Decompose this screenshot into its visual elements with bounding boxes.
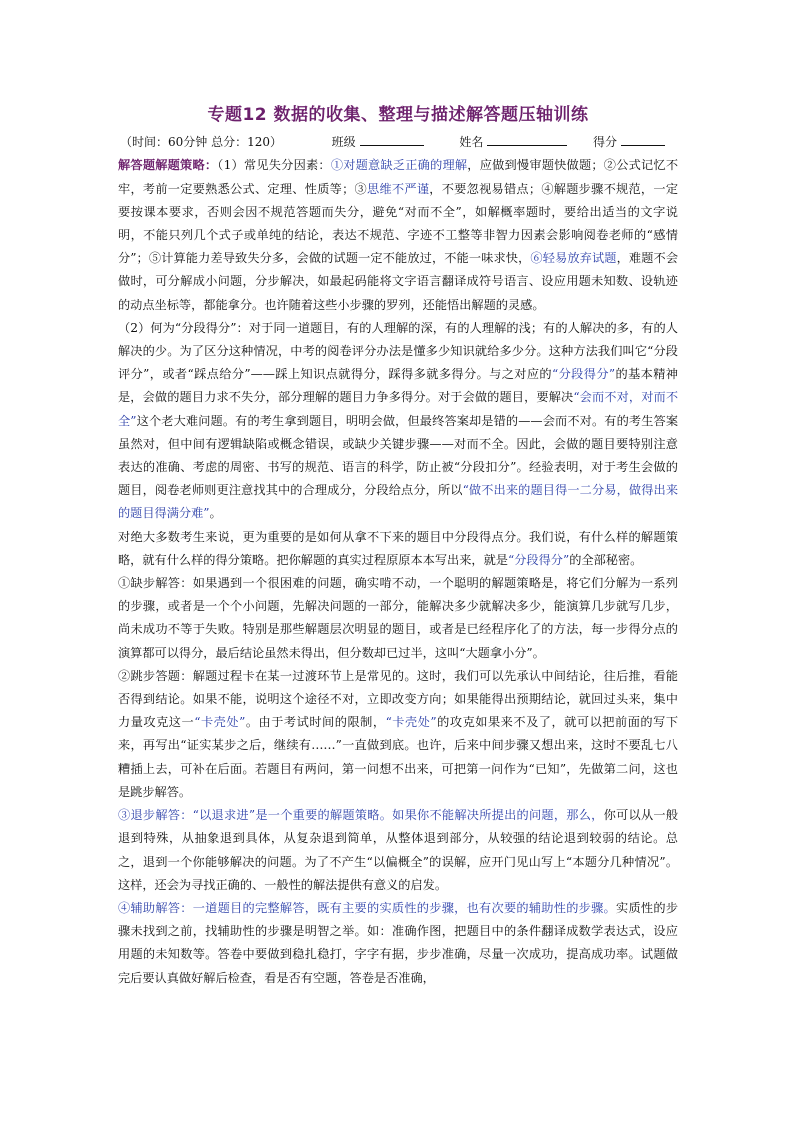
document-page: [118, 96, 678, 990]
paragraph-missing-steps: ①缺步解答：如果遇到一个很困难的问题，确实啃不动，一个聪明的解题策略是，将它们分解为一系列的步骤，或者是一个个小问题，先解决问题的一部分，能解决多少就解决多少，能演算几步就写几步，尚未成功不等于失败。特别是那些解题层次明显的题目，或者是已经程序化了的方法，每一步得分点的演算都可以得分，最后结论虽然未得出，但分数却已过半，这叫“大题拿小分”。: [118, 576, 678, 660]
paragraph-skip-steps: ②跳步答题：解题过程卡在某一过渡环节上是常见的。这时，我们可以先承认中间结论，往后推，看能否得到结论。如果不能，说明这个途径不对，立即改变方向；如果能得出预期结论，就回过头来，集中力量攻克这一“卡壳处”。由于考试时间的限制，“卡壳处”的攻克如果来不及了，就可以把前面的写下来，再写出“证实某步之后，继续有……”一直做到底。也许，后来中间步骤又想出来，这时不要乱七八糟插上去，可补在后面。若题目有两问，第一问想不出来，可把第一问作为“已知”，先做第二问，这也是跳步解答。: [118, 668, 679, 799]
paragraph-common-errors: 解答题解题策略：（1）常见失分因素：①对题意缺乏正确的理解，应做到慢审题快做题；②公式记忆不牢，考前一定要熟悉公式、定理、性质等；③思维不严谨，不要忽视易错点；④解题步骤不规范，一定要按课本要求，否则会因不规范答题而失分，避免“对而不全”，如解概率题时，要给出适当的文字说明，不能只列几个式子或单纯的结论，表达不规范、字迹不工整等非智力因素会影响阅卷老师的“感情分”；⑤计算能力差导致失分多，会做的试题一定不能放过，不能一味求快，⑥轻易放弃试题，难题不会做时，可分解成小问题，分步解决，如最起码能将文字语言翻译成符号语言、设应用题未知数、设轨迹的动点坐标等，都能拿分。也许随着这些小步骤的罗列，还能悟出解题的灵感。: [118, 158, 679, 312]
class-label: 班级: [331, 135, 356, 150]
score-blank: [621, 133, 665, 146]
exam-meta: [120, 131, 678, 154]
class-blank: [360, 133, 424, 146]
score-label: 得分: [593, 135, 618, 150]
time-info: （时间：60分钟 总分：120）: [120, 135, 282, 150]
name-label: 姓名: [459, 135, 484, 150]
strategy-label: 解答题解题策略：: [118, 158, 218, 173]
paragraph-segment-scoring: （2）何为“分段得分”：对于同一道题目，有的人理解的深，有的人理解的浅；有的人解决的多，有的人解决的少。为了区分这种情况，中考的阅卷评分办法是懂多少知识就给多少分。这种方法我们叫它“分段评分”，或者“踩点给分”——踩上知识点就得分，踩得多就多得分。与之对应的“分段得分”的基本精神是，会做的题目力求不失分，部分理解的题目力争多得分。对于会做的题目，要解决“会而不对，对而不全”这个老大难问题。有的考生拿到题目，明明会做，但最终答案却是错的——会而不对。有的考生答案虽然对，但中间有逻辑缺陷或概念错误，或缺少关键步骤——对而不全。因此，会做的题目要特别注意表达的准确、考虑的周密、书写的规范、语言的科学，防止被“分段扣分”。经验表明，对于考生会做的题目，阅卷老师则更注意找其中的合理成分，分段给点分，所以“做不出来的题目得一二分易，做得出来的题目得满分难”。: [118, 320, 679, 521]
paragraph-auxiliary: ④辅助解答：一道题目的完整解答，既有主要的实质性的步骤，也有次要的辅助性的步骤。实质性的步骤未找到之前，找辅助性的步骤是明智之举。如：准确作图，把题目中的条件翻译成数学表达式，设应用题的未知数等。答卷中要做到稳扎稳打，字字有据，步步准确，尽量一次成功，提高成功率。试题做完后要认真做好解后检查，看是否有空题，答卷是否准确，: [118, 900, 679, 985]
name-blank: [487, 133, 567, 146]
paragraph-step-back: ③退步解答：“以退求进”是一个重要的解题策略。如果你不能解决所提出的问题，那么，你可以从一般退到特殊，从抽象退到具体，从复杂退到简单，从整体退到部分，从较强的结论退到较弱的结论。总之，退到一个你能够解决的问题。为了不产生“以偏概全”的误解，应开门见山写上“本题分几种情况”。这样，还会为寻找正确的、一般性的解法提供有意义的启发。: [118, 808, 679, 892]
paragraph-secret: 对绝大多数考生来说，更为重要的是如何从拿不下来的题目中分段得点分。我们说，有什么样的解题策略，就有什么样的得分策略。把你解题的真实过程原原本本写出来，就是“分段得分”的全部秘密。: [118, 529, 678, 567]
page-title: 专题12 数据的收集、整理与描述解答题压轴训练: [207, 105, 589, 125]
